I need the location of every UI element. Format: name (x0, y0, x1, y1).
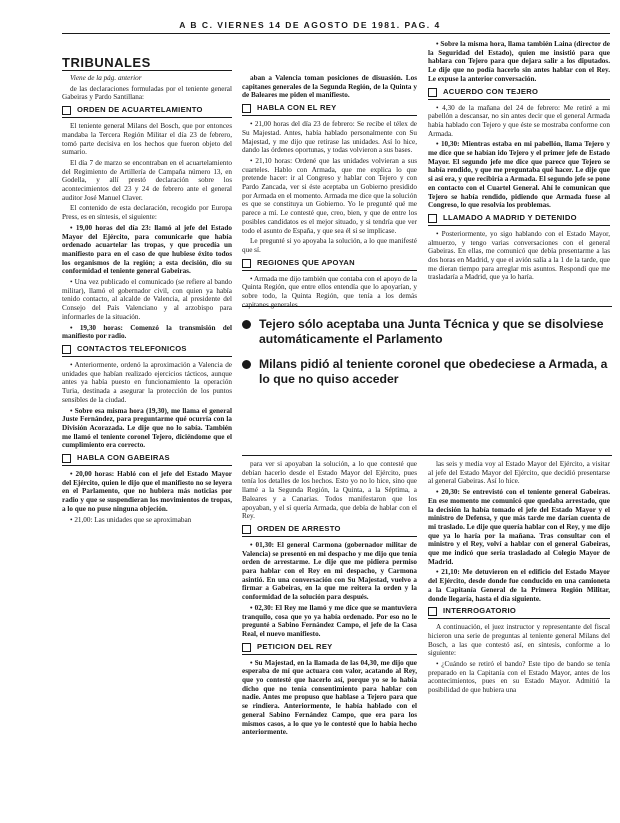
column-3-bottom (428, 460, 610, 814)
paragraph: • Sobre la misma hora, llama también Laina (director de la Seguridad del Estado), quien me insistió para que hablara con Tejero para que dejara salir a los diputados. Le dije que no podía hacerlo sin antes hablar con el Rey. Le expuse la anterior conversación. (428, 40, 610, 83)
paragraph: El día 7 de marzo se encontraban en el acuartelamiento del Regimiento de Artillería de Campaña número 13, en Godella, y allí prestó declaración sobre los acontecimientos del 23 y 24 de febrero ante el general auditor José Manuel Claver. (62, 158, 232, 202)
square-bullet-icon (242, 104, 251, 113)
subhead-regiones: REGIONES QUE APOYAN (242, 259, 417, 271)
paragraph: • 19,00 horas del día 23: llamó al jefe del Estado Mayor del Ejército, para comunicarle que había ordenado acuartelar las tropas, y que procedía un manifiesto para en el caso de que hubiese éxito todos los organismos de la región; a esta decisión, dio su conformidad el teniente general Gabeiras. (62, 223, 232, 276)
paragraph: • 20,00 horas: Habló con el jefe del Estado Mayor del Ejército, quien le dijo que el manifiesto no se leyera en el Parlamento, que no hubiera más noticias por radio y que se suspendieran los movimientos de tropas, a lo que no puse ninguna objeción. (62, 470, 232, 513)
subhead-acuerdo-tejero: ACUERDO CON TEJERO (428, 88, 610, 100)
paragraph: Le pregunté si yo apoyaba la solución, a lo que manifesté que sí. (242, 237, 417, 254)
column-2-top (242, 74, 417, 309)
headline-box (242, 306, 612, 456)
subhead-llamado-madrid: LLAMADO A MADRID Y DETENIDO (428, 214, 610, 226)
column-3-top (428, 40, 610, 302)
bullet-dot-icon (242, 320, 251, 329)
square-bullet-icon (242, 643, 251, 652)
paragraph: • 02,30: El Rey me llamó y me dice que se mantuviera tranquilo, cosa que yo ya había ordenado. Por eso no le pregunté a Sabino Fernández Campo, el jefe de la Casa Real, el nuevo manifiesto. (242, 603, 417, 638)
square-bullet-icon (428, 214, 437, 223)
paragraph: las seis y media voy al Estado Mayor del Ejército, a visitar al jefe del Estado Mayor del Ejército, que decidió presentarse al general Gabeiras. Así lo hice. (428, 460, 610, 486)
subhead-orden-arresto: ORDEN DE ARRESTO (242, 525, 417, 537)
square-bullet-icon (428, 88, 437, 97)
paragraph: • 20,30: Se entrevistó con el teniente general Gabeiras. En ese momento me comunicó que quedaba arrestado, que la decisión la había tomado el jefe del Estado Mayor y el ministro de Defensa, y que más tarde me darían cuenta de mi traslado. Le dije que quería hablar con el Rey, y me dijo que ya lo haría por la mañana. Tras consultar con el ministro y el Rey, volví a hablar con el general Gabeiras, que me indicó que sería trasladado al Colegio Mayor de Madrid. (428, 488, 610, 566)
square-bullet-icon (62, 106, 71, 115)
section-rule (62, 70, 232, 71)
square-bullet-icon (62, 454, 71, 463)
paragraph: • 01,30: El general Carmona (gobernador militar de Valencia) se presentó en mi despacho y me dijo que tenía orden de arrestarme. Le dije que me pidiera permiso para hablar con el Rey en mi despacho, y Carmona asintió. En una conversación con Su Majestad, vuelvo a firmar a Gabeiras, en la que me reitera la orden y la conformidad de la solución para después. (242, 540, 417, 602)
paragraph: • Anteriormente, ordenó la aproximación a Valencia de unidades que habían realizado ejercicios tácticos, aunque antes ya había puesto en funcionamiento la operación Turia, destinada a asegurar la protección de los puntos sensibles de la ciudad. (62, 360, 232, 404)
headline-2: Milans pidió al teniente coronel que obedeciese a Armada, a lo que no quiso acceder (242, 357, 612, 387)
paragraph: • 21,00 horas del día 23 de febrero: Se recibe el télex de Su Majestad. Antes, había hablado personalmente con Su Majestad, y me dijo que retirase las unidades. Así lo hice, dando las órdenes oportunas, y todas volvieron a sus bases. (242, 120, 417, 155)
paragraph: • Posteriormente, yo sigo hablando con el Estado Mayor, almuerzo, y tengo varias conversaciones con el general Gabeiras. En ellas, me comunicó que debía presentarme a las dos horas en Madrid, y que el avión salía a la 1 de la tarde, que me dieran tiempo para arreglar mis asuntos. Respondí que me trasladaría a Madrid, que ya lo haría. (428, 229, 610, 282)
column-1 (62, 74, 232, 814)
bullet-dot-icon (242, 360, 251, 369)
paragraph: aban a Valencia toman posiciones de disuasión. Los capitanes generales de la Segunda Región, de la Quinta y de Baleares me piden el manifiesto. (242, 74, 417, 100)
continued-note: Viene de la pág. anterior (70, 74, 142, 82)
paragraph: • Una vez publicado el comunicado (se refiere al bando militar), llamó el gobernador civil, con quien ya había tenido contacto, al alcalde de Valencia, al presidente del Consejo del País Valenciano y al arzobispo para informarles de la situación. (62, 278, 232, 321)
subhead-contactos: CONTACTOS TELEFONICOS (62, 345, 232, 357)
paragraph: • 21,10: Me detuvieron en el edificio del Estado Mayor del Ejército, desde donde fue conducido en una camioneta a la Capitanía General de la Primera Región Militar, donde llegaría, hasta el día siguiente. (428, 568, 610, 603)
paragraph: A continuación, el juez instructor y representante del fiscal hicieron una serie de preguntas al teniente general Milans del Bosch, a las que contestó así, en síntesis, conforme a lo siguiente: (428, 623, 610, 658)
subhead-interrogatorio: INTERROGATORIO (428, 607, 610, 619)
headline-1: Tejero sólo aceptaba una Junta Técnica y que se disolviese automáticamente el Parlamento (242, 317, 612, 347)
paragraph: • Armada me dijo también que contaba con el apoyo de la Quinta Región, que entre ellos entendía que lo apoyarían, y sobre todo, la Quinta Región, que tenía a los demás capitanes generales (242, 274, 417, 309)
paragraph: El contenido de esta declaración, recogido por Europa Press, es en síntesis, el siguiente: (62, 204, 232, 222)
column-2-bottom (242, 460, 417, 814)
paragraph: • ¿Cuándo se retiró el bando? Este tipo de bando se tenía preparado en la Capitanía con el Estado Mayor, antes de los acontecimientos, pues en su Estado Mayor. Admitió la posibilidad de que hubiera una (428, 660, 610, 695)
paragraph: • 4,30 de la mañana del 24 de febrero: Me retiré a mi pabellón a descansar, no sin antes decir que el general Armada había hablado con Tejero y que éste se mostraba conforme con Armada. (428, 103, 610, 138)
square-bullet-icon (242, 259, 251, 268)
page-header: A B C. VIERNES 14 DE AGOSTO DE 1981. PAG. 4 (179, 20, 441, 30)
square-bullet-icon (62, 345, 71, 354)
square-bullet-icon (242, 525, 251, 534)
paragraph: • Su Majestad, en la llamada de las 04,30, me dijo que esperaba de mí que actuara con valor, acatando al Rey, que yo contesté que hacerlo así, porque yo se lo había dicho que no tenía consentimiento para hablar con nadie. Antes me propuso que hablase a Tejero para que se rindiera. Anteriormente, le había hablado con el general Sabino Fernández Campo, que era para los mismos casos, a lo que yo le contesté que lo había hecho anteriormente. (242, 658, 417, 737)
paragraph: • 10,30: Mientras estaba en mi pabellón, llama Tejero y me dice que se habían ido Tejero y el primer jefe de Estado Mayor. El segundo jefe me dice que parece que Tejero se había rendido, y que me preguntaba qué hacer. Le dije que si así era, y que recibiría a Armada. El segundo jefe se pone en contacto con el Cuartel General. Ahí le comunican que Tejero se había rendido, pidiendo que Armada fuese al Congreso, lo que resolvía los problemas. (428, 140, 610, 210)
square-bullet-icon (428, 607, 437, 616)
subhead-acuartelamiento: ORDEN DE ACUARTELAMIENTO (62, 106, 232, 118)
section-title: TRIBUNALES (62, 55, 151, 70)
paragraph: El teniente general Milans del Bosch, que por entonces mandaba la Tercera Región Militar el día 23 de febrero, tomó parte decisiva en los hechos que fueron objeto del sumario. (62, 122, 232, 157)
subhead-peticion-rey: PETICION DEL REY (242, 643, 417, 655)
subhead-habla-rey: HABLA CON EL REY (242, 104, 417, 116)
paragraph: • 19,30 horas: Comenzó la transmisión del manifiesto por radio. (62, 323, 232, 341)
subhead-gabeiras: HABLA CON GABEIRAS (62, 454, 232, 466)
header-rule (62, 33, 610, 34)
paragraph: • Sobre esa misma hora (19,30), me llama el general Juste Fernández, para preguntarme qué ocurría con la División Acorazada. Le dije que no lo sabía. También me llamó el teniente coronel Tejero, diciéndome que el cumplimiento era correcto. (62, 406, 232, 450)
paragraph: de las declaraciones formuladas por el teniente general Gabeiras y Pardo Santillana: (62, 84, 232, 102)
paragraph: para ver si apoyaban la solución, a lo que contesté que debían hacerlo desde el Estado Mayor del Ejército, pues tenía los detalles de los hechos. Esto yo no lo hice, sino que llamé a la Segunda Región, la Quinta, a la Séptima, a Baleares y a Canarias. Todos manifestaron que los apoyaban, y el sí quería Armada, que debía de hablar con el Rey. (242, 460, 417, 521)
paragraph: • 21,10 horas: Ordené que las unidades volvieran a sus cuarteles. Hablo con Armada, que me explica lo que pretende hacer: ir al Congreso y hablar con Tejero y con Pardo Zancada, ver si éste aceptaba un Gobierno presidido por Armada en el momento. Armada me dice que la solución es que se constituya un Gobierno. Yo le pregunté qué me parece a mí. Le contesté que, creo, bien, y que de entre los posibles candidatos es el mejor situado, y si tendría que ver todo el asunto de España, y que sea él si se implicase. (242, 156, 417, 235)
paragraph: • 21,00: Las unidades que se aproximaban (70, 515, 192, 524)
